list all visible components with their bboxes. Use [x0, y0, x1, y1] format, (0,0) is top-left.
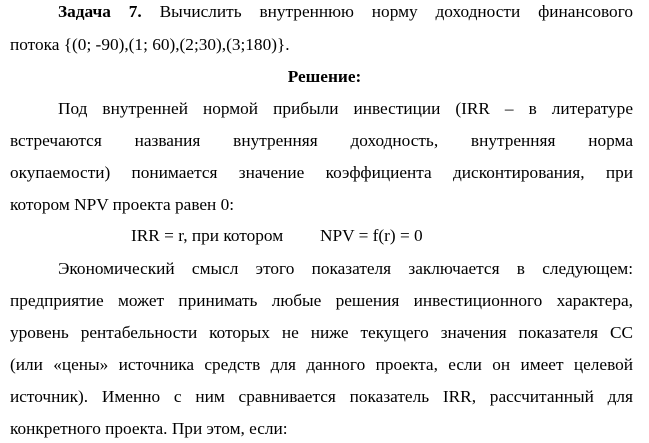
task-line-2: потока {(0; -90),(1; 60),(2;30),(3;180)}. — [10, 35, 290, 54]
paragraph2-line-4: (или «цены» источника средств для данного проекта, если он имеет целевой — [10, 355, 633, 374]
paragraph1-line-1: Под внутренней нормой прибыли инвестиции (IRR – в литературе — [58, 99, 633, 118]
paragraph2-line-5: источник). Именно с ним сравнивается показатель IRR, рассчитанный для — [10, 387, 633, 406]
formula-right: NPV = f(r) = 0 — [320, 226, 423, 245]
paragraph2-line-1: Экономический смысл этого показателя заключается в следующем: — [58, 259, 633, 278]
formula-left: IRR = r, при котором — [131, 226, 284, 245]
paragraph1-line-4: котором NPV проекта равен 0: — [10, 195, 235, 214]
paragraph2-line-3: уровень рентабельности которых не ниже текущего значения показателя СС — [10, 323, 633, 342]
task-text: Вычислить внутреннюю норму доходности финансового — [159, 2, 634, 21]
paragraph2-line-2: предприятие может принимать любые решения инвестиционного характера, — [10, 291, 633, 310]
solution-heading: Решение: — [287, 67, 362, 86]
paragraph2-line-6: конкретного проекта. При этом, если: — [10, 419, 288, 438]
paragraph1-line-2: встречаются названия внутренняя доходность, внутренняя норма — [10, 131, 633, 150]
paragraph1-line-3: окупаемости) понимается значение коэффициента дисконтирования, при — [10, 163, 633, 182]
task-line-1 — [58, 2, 633, 22]
task-label: Задача 7. — [58, 2, 142, 21]
